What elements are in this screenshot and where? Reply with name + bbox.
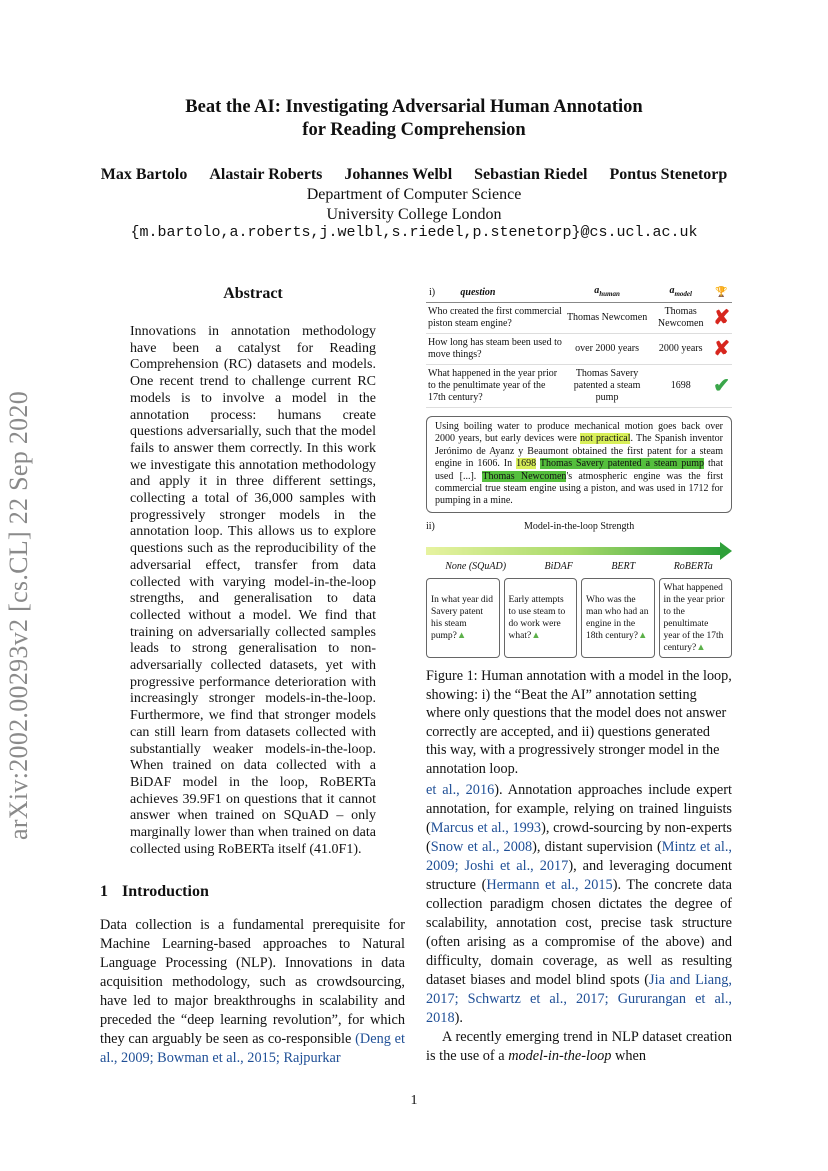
- question-cell: What happened in the year prior to the penultimate year of the 17th century?: [426, 365, 564, 408]
- section-number: 1: [100, 883, 108, 900]
- human-answer-cell: Thomas Savery patented a steam pump: [564, 365, 650, 408]
- cross-icon: ✘: [711, 334, 732, 365]
- question-box: Who was the man who had an engine in the 18th century?▲: [581, 578, 655, 658]
- highlight: not practical: [580, 433, 631, 445]
- model-answer-cell: 2000 years: [650, 334, 711, 365]
- highlight: 1698: [516, 458, 537, 470]
- author-emails: {m.bartolo,a.roberts,j.welbl,s.riedel,p.stenetorp}@cs.ucl.ac.uk: [130, 224, 698, 241]
- author: Alastair Roberts: [209, 166, 323, 183]
- triangle-icon: ▲: [456, 630, 467, 641]
- title-line-1: Beat the AI: Investigating Adversarial Human Annotation: [185, 97, 643, 117]
- author: Max Bartolo: [100, 166, 188, 183]
- model-labels: [426, 561, 732, 572]
- question-box: In what year did Savery patent his steam pump?▲: [426, 578, 500, 658]
- model-answer-cell: 1698: [650, 365, 711, 408]
- question-cell: Who created the first commercial piston steam engine?: [426, 303, 564, 334]
- affiliation-department: Department of Computer Science: [306, 186, 522, 203]
- triangle-icon: ▲: [696, 642, 706, 653]
- introduction-text: [100, 916, 405, 1068]
- question-box: What happened in the year prior to the penultimate year of the 17th century?▲: [659, 578, 733, 658]
- question-box: Early attempts to use steam to do work were what?▲: [504, 578, 578, 658]
- author: Pontus Stenetorp: [609, 166, 728, 183]
- human-answer-cell: over 2000 years: [564, 334, 650, 365]
- col-question: question: [457, 283, 564, 303]
- citation-link[interactable]: Jia and Liang, 2017; Schwartz et al., 2017; Gururangan et al., 2018: [426, 972, 732, 1026]
- part-i-label: i): [426, 283, 457, 303]
- section-heading-introduction: [100, 883, 209, 901]
- intro-paragraph: Data collection is a fundamental prerequisite for Machine Learning-based approaches to Natural Language Processing (NLP). Innovations in data acquisition methodology, such as crowdsourcing, have led to major breakthroughs in scalability and preceded the “deep learning revolution”, for which they can arguably be seen as co-responsible: [100, 917, 405, 1047]
- triangle-icon: ▲: [637, 630, 648, 641]
- model-label: BiDAF: [544, 560, 573, 572]
- highlight: Thomas Savery patented a steam pump: [539, 458, 705, 470]
- context-passage: Using boiling water to produce mechanical motion goes back over 2000 years, but early devices were not practical. The Spanish inventor Jerónimo de Ayanz y Beaumont obtained the first patent for a steam engine in 1606. In 1698 Thomas Savery patented a steam pump that used [...]. Thomas Newcomen's atmospheric engine was the first commercial true steam engine using a piston, and was used in 1712 for pumping in a mine.: [426, 416, 732, 513]
- model-label: None (SQuAD): [445, 560, 507, 572]
- right-column-text: [426, 781, 732, 1066]
- table-row: [426, 365, 732, 408]
- paper-title: [0, 96, 828, 142]
- page-number: 1: [410, 1093, 418, 1108]
- paragraph: et al., 2016). Annotation approaches include expert annotation, for example, relying on trained linguists (Marcus et al., 1993), crowd-sourcing by non-experts (Snow et al., 2008), distant supervision (Mintz et al., 2009; Joshi et al., 2017), and leveraging document structure (Hermann et al., 2015). The concrete data collection paradigm chosen dictates the degree of scalability, annotation cost, precise task structure (often arising as a compromise of the above) and difficulty, domain coverage, as well as resulting dataset biases and model blind spots (Jia and Liang, 2017; Schwartz et al., 2017; Gururangan et al., 2018).: [426, 782, 733, 1026]
- author: Sebastian Riedel: [474, 166, 588, 183]
- generated-questions: [426, 578, 732, 658]
- title-line-2: for Reading Comprehension: [302, 120, 526, 140]
- citation-link[interactable]: Mintz et al., 2009; Joshi et al., 2017: [426, 839, 732, 874]
- part-ii-label: ii): [426, 520, 435, 532]
- paragraph: A recently emerging trend in NLP dataset creation is the use of a model-in-the-loop when: [426, 1029, 732, 1064]
- strength-arrow: [426, 547, 720, 555]
- author-list: [0, 164, 828, 185]
- citation-link[interactable]: et al., 2016: [426, 782, 495, 798]
- trophy-icon: 🏆: [711, 283, 732, 303]
- figure-1: [426, 283, 732, 658]
- col-model-answer: $a_{model}$: [650, 283, 711, 303]
- triangle-icon: ▲: [531, 630, 541, 641]
- abstract-heading: Abstract: [223, 285, 283, 302]
- citation-link[interactable]: (Deng et al., 2009; Bowman et al., 2015; Rajpurkar: [100, 1031, 406, 1066]
- table-row: [426, 334, 732, 365]
- question-cell: How long has steam been used to move things?: [426, 334, 564, 365]
- table-row: [426, 303, 732, 334]
- abstract-text: Innovations in annotation methodology have been a catalyst for Reading Comprehension (RC) datasets and models. One recent trend to challenge current RC models is to involve a model in the annotation process: humans create questions adversarially, such that the model fails to answer them correctly. In this work we investigate this annotation methodology and apply it in three different settings, collecting a total of 36,000 samples with progressively stronger models in the annotation loop. This allows us to explore questions such as the reproducibility of the adversarial effect, transfer from data collected with varying model-in-the-loop strengths, and generalisation to data collected without a model. We find that training on adversarially collected samples leads to strong generalisation to non-adversarially collected datasets, yet with progressive performance deterioration with increasingly stronger models-in-the-loop. Furthermore, we find that stronger models can still learn from datasets collected with substantially weaker models-in-the-loop. When trained on data collected with a BiDAF model in the loop, RoBERTa achieves 39.9F1 on questions that it cannot answer when trained on SQuAD – only marginally lower than when trained on data collected using RoBERTa itself (41.0F1).: [130, 324, 376, 857]
- figure-caption: Figure 1: Human annotation with a model in the loop, showing: i) the “Beat the AI” annotation setting where only questions that the model does not answer correctly are accepted, and ii) questions generated this way, with a progressively stronger model in the annotation loop.: [426, 668, 732, 777]
- highlight: Thomas Newcomen: [482, 470, 567, 482]
- check-icon: ✔: [711, 365, 732, 408]
- citation-link[interactable]: Snow et al., 2008: [430, 839, 533, 855]
- arxiv-stamp: arXiv:2002.00293v2 [cs.CL] 22 Sep 2020: [4, 390, 33, 840]
- cross-icon: ✘: [711, 303, 732, 334]
- strength-label: Model-in-the-loop Strength: [524, 520, 635, 532]
- col-human-answer: $a_{human}$: [564, 283, 650, 303]
- model-label: RoBERTa: [673, 560, 713, 572]
- human-answer-cell: Thomas Newcomen: [564, 303, 650, 334]
- model-answer-cell: Thomas Newcomen: [650, 303, 711, 334]
- section-title: Introduction: [122, 883, 209, 900]
- strength-header: [426, 521, 732, 545]
- model-label: BERT: [611, 560, 636, 572]
- beat-the-ai-table: [426, 283, 732, 408]
- affiliation-university: University College London: [326, 206, 502, 223]
- author: Johannes Welbl: [344, 166, 453, 183]
- citation-link[interactable]: Marcus et al., 1993: [430, 820, 542, 836]
- citation-link[interactable]: Hermann et al., 2015: [486, 877, 613, 893]
